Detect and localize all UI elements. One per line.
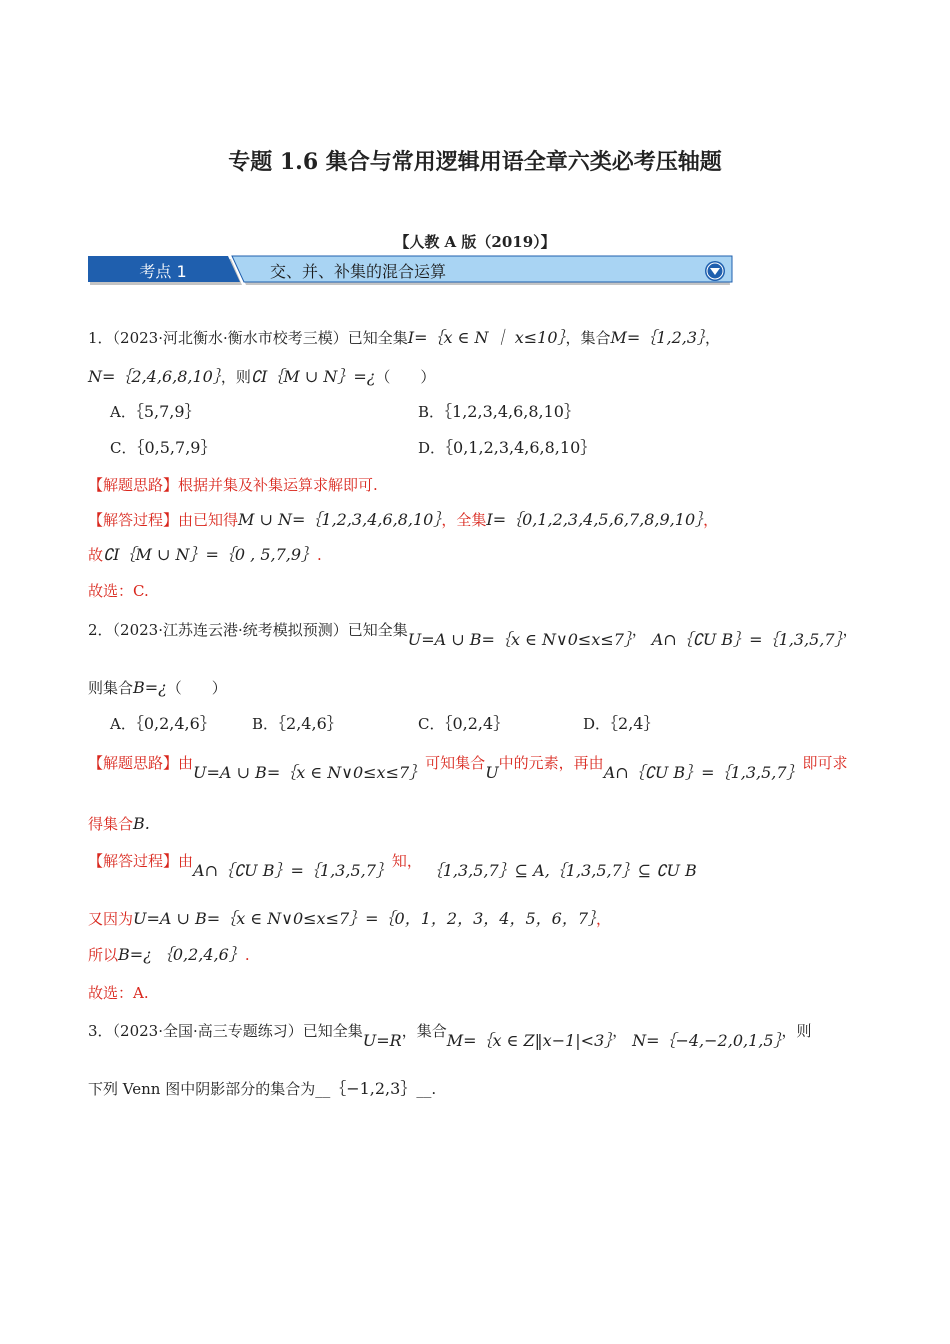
option-label: A． — [110, 403, 136, 421]
q3-stem-text: __. — [416, 1080, 437, 1098]
q3-stem-text: 下列 Venn 图中阴影部分的集合为__ — [88, 1080, 331, 1098]
solution-text: 即可求 — [802, 754, 848, 772]
solution-math: I=｛0,1,2,3,4,5,6,7,8,9,10｝ — [486, 510, 704, 529]
q2-option-c[interactable] — [418, 713, 509, 735]
solution-text: 所以 — [88, 946, 119, 964]
q2-stem-text: ， — [842, 621, 858, 639]
q2-stem-text: （ ） — [166, 679, 227, 697]
option-value: ｛5,7,9｝ — [135, 402, 201, 421]
option-value: ｛2,4,6｝ — [278, 714, 343, 733]
q1-stem-line2 — [88, 366, 435, 388]
q2-option-b[interactable] — [252, 713, 343, 735]
page-title: 专题 1.6 集合与常用逻辑用语全章六类必考压轴题 — [228, 149, 722, 175]
option-value: ｛0,1,2,3,4,6,8,10｝ — [445, 438, 597, 457]
q1-option-a[interactable] — [110, 401, 201, 423]
q1-solution-process-line2 — [88, 544, 322, 566]
solution-math: A∩｛∁U B｝=｛1,3,5,7｝ — [193, 861, 392, 880]
q1-stem-text: 1．（2023·河北衡水·衡水市校考三模）已知全集 — [88, 329, 408, 347]
option-value: ｛2,4｝ — [610, 714, 660, 733]
option-label: C． — [418, 715, 445, 733]
solution-math: U=A ∪ B=｛x ∈ N∨0≤x≤7｝ — [193, 763, 426, 782]
q2-stem-line2 — [88, 677, 227, 699]
q1-math: ∁I｛M ∪ N｝=¿ — [250, 367, 376, 386]
q3-answer-blank: ｛−1,2,3｝ — [330, 1079, 417, 1098]
q1-stem-line1 — [88, 327, 720, 349]
solution-math: ∁I｛M ∪ N｝=｛0 , 5,7,9｝ — [103, 545, 318, 564]
q2-solution-idea-line2 — [88, 813, 150, 835]
q1-stem-text: ，集合 — [565, 329, 611, 347]
q3-stem-text: 3．（2023·全国·高三专题练习）已知全集 — [88, 1022, 363, 1040]
solution-tag: 【解题思路】 — [88, 754, 179, 772]
option-label: A． — [110, 715, 136, 733]
q1-option-d[interactable] — [418, 437, 596, 459]
option-value: ｛0,2,4,6｝ — [135, 714, 216, 733]
q1-math: I=｛x ∈ N ｜ x≤10｝ — [407, 328, 566, 347]
topic-banner — [88, 255, 734, 287]
solution-text: . — [244, 946, 250, 964]
edition-label: 【人教 A 版（2019）】 — [394, 233, 556, 251]
solution-text: 知， — [391, 852, 422, 870]
q1-option-c[interactable] — [110, 437, 216, 459]
solution-math: B. — [133, 814, 150, 833]
solution-tag: 【解答过程】 — [88, 511, 179, 529]
solution-math: B=¿ ｛0,2,4,6｝ — [118, 945, 245, 964]
q1-solution-idea — [88, 474, 378, 496]
q1-solution-process-line1 — [88, 509, 718, 531]
option-label: B． — [252, 715, 279, 733]
solution-text: ， — [596, 910, 612, 928]
solution-text: 根据并集及补集运算求解即可. — [178, 476, 378, 494]
q2-stem-line1 — [88, 619, 858, 649]
solution-math: U=A ∪ B=｛x ∈ N∨0≤x≤7｝=｛0，1，2，3，4，5，6，7｝ — [133, 909, 596, 928]
q3-math: N=｛−4,−2,0,1,5｝ — [632, 1031, 782, 1050]
solution-math: A∩｛∁U B｝=｛1,3,5,7｝ — [603, 763, 803, 782]
option-label: D． — [583, 715, 611, 733]
q3-stem-text: ， — [612, 1022, 628, 1040]
q1-option-b[interactable] — [418, 401, 580, 423]
solution-text: 故 — [88, 546, 104, 564]
option-label: B． — [418, 403, 445, 421]
q2-solution-idea-line1 — [88, 752, 848, 782]
q1-answer: 故选：C. — [88, 582, 149, 600]
solution-tag: 【解题思路】 — [88, 476, 179, 494]
q2-solution-process-line1 — [88, 850, 697, 880]
q2-stem-text: ， — [631, 621, 647, 639]
q3-stem-text: ，则 — [781, 1022, 812, 1040]
q2-option-a[interactable] — [110, 713, 216, 735]
option-label: C． — [110, 439, 137, 457]
solution-text: ，全集 — [441, 511, 487, 529]
q2-stem-text: 则集合 — [88, 679, 134, 697]
solution-math: ｛1,3,5,7｝⊆ A,｛1,3,5,7｝⊆ ∁U B — [426, 861, 697, 880]
q2-option-d[interactable] — [583, 713, 659, 735]
q3-math: U=R — [362, 1031, 402, 1050]
topic-title: 交、并、补集的混合运算 — [270, 262, 447, 281]
q2-math: A∩｛∁U B｝=｛1,3,5,7｝ — [651, 630, 843, 649]
q1-stem-text: （ ） — [375, 368, 436, 386]
q2-math: B=¿ — [133, 678, 167, 697]
solution-text: 由 — [178, 754, 194, 772]
q2-answer: 故选：A. — [88, 984, 149, 1002]
q3-stem-line2 — [88, 1078, 436, 1100]
q1-math: N=｛2,4,6,8,10｝ — [88, 367, 221, 386]
solution-text: 可知集合 — [425, 754, 486, 772]
q2-solution-process-line3 — [88, 944, 250, 966]
q1-math: M=｛1,2,3｝ — [610, 328, 706, 347]
q2-solution-process-line2 — [88, 908, 611, 930]
option-label: D． — [418, 439, 446, 457]
solution-math: M ∪ N=｛1,2,3,4,6,8,10｝ — [238, 510, 442, 529]
chevron-down-circle-icon[interactable] — [704, 260, 726, 282]
solution-text: 由已知得 — [178, 511, 239, 529]
option-value: ｛0,2,4｝ — [444, 714, 510, 733]
q3-math: M=｛x ∈ Z‖x−1|<3｝ — [446, 1031, 613, 1050]
q1-stem-text: ， — [705, 329, 721, 347]
q3-stem-text: ，集合 — [401, 1022, 447, 1040]
solution-tag: 【解答过程】 — [88, 852, 179, 870]
solution-math: U — [485, 763, 499, 782]
solution-text: 中的元素，再由 — [498, 754, 604, 772]
option-value: ｛1,2,3,4,6,8,10｝ — [444, 402, 580, 421]
solution-text: 又因为 — [88, 910, 134, 928]
solution-text: . — [317, 546, 322, 564]
q3-stem-line1 — [88, 1020, 812, 1050]
q2-math: U=A ∪ B=｛x ∈ N∨0≤x≤7｝ — [407, 630, 632, 649]
option-value: ｛0,5,7,9｝ — [136, 438, 217, 457]
solution-text: 由 — [178, 852, 194, 870]
solution-text: 得集合 — [88, 815, 134, 833]
solution-text: ， — [703, 511, 719, 529]
q1-stem-text: ，则 — [220, 368, 251, 386]
q2-stem-text: 2．（2023·江苏连云港·统考模拟预测）已知全集 — [88, 621, 408, 639]
topic-label: 考点 1 — [139, 262, 187, 281]
